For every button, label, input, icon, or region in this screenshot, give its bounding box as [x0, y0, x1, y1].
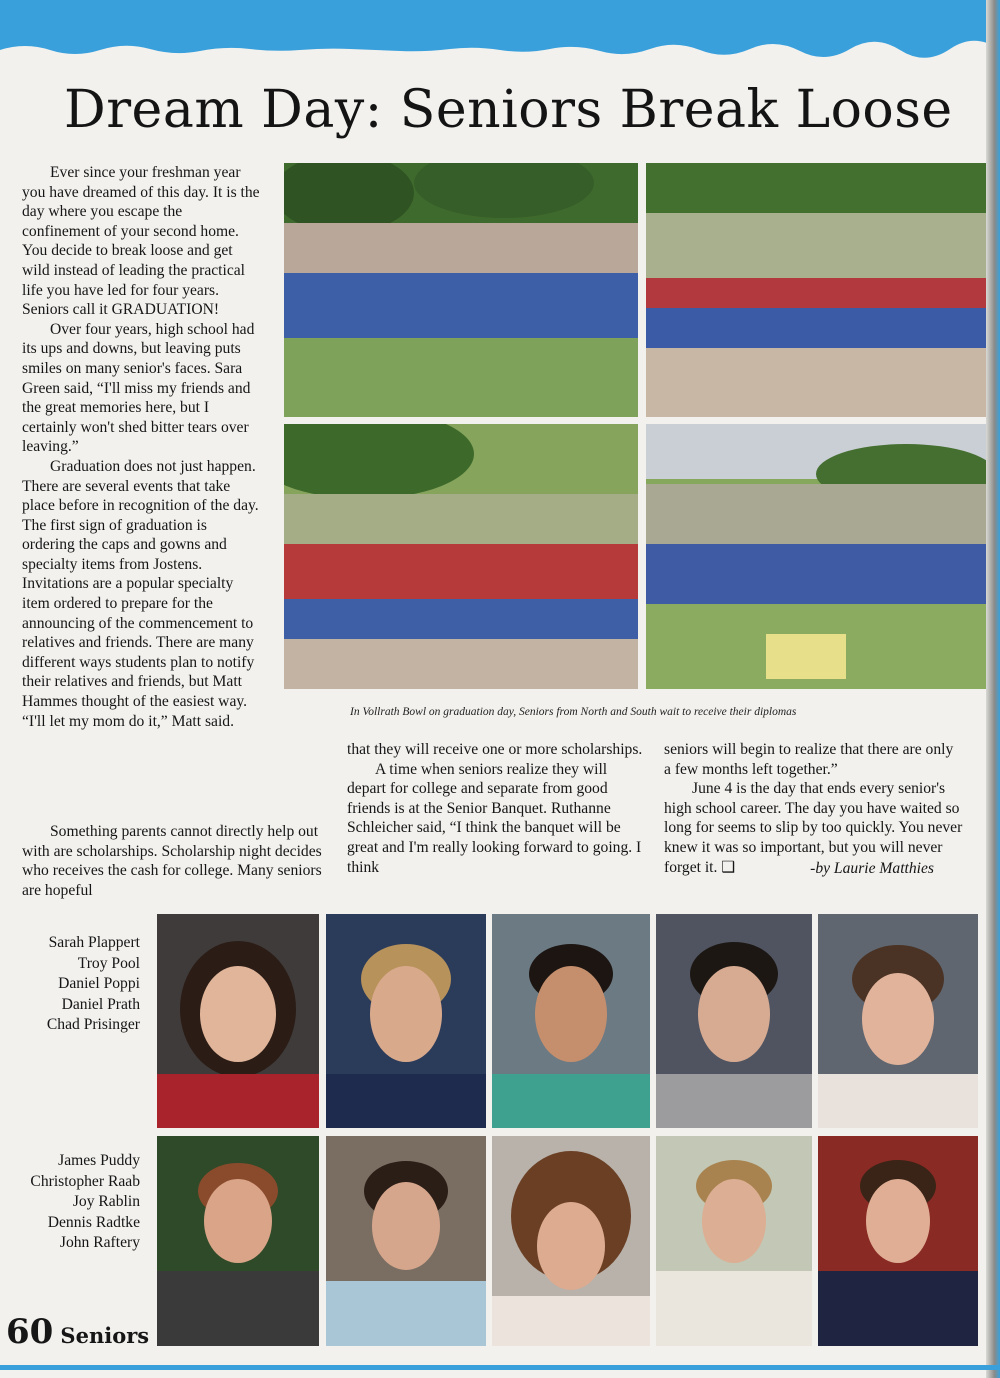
page-number: 60 [6, 1312, 54, 1352]
student-name: Sarah Plappert [48, 934, 140, 951]
paragraph: Graduation does not just happen. There are several events that take place before in recognition of the day. The first sign of graduation is ordering the caps and gowns and specialty items from Jostens. Invitations are a popular specialty item ordered to prepare for the announcing of the commencement to relatives and friends. There are many different ways students plan to notify their relatives and friends, but Matt Hammes thought of the easiest way. “I'll let my mom do it,” Matt said. [22, 457, 259, 730]
paragraph: June 4 is the day that ends every senior's high school career. The day you have waited so long for seems to slip by too quickly. You never knew it was so important, but you will never forget it. ❑ [664, 780, 963, 876]
portrait-photo [157, 1136, 319, 1346]
paragraph: seniors will begin to realize that there are only a few months left together.” [664, 741, 954, 778]
portrait-names-row-1 [0, 933, 140, 1036]
photo-caption: In Vollrath Bowl on graduation day, Seniors from North and South wait to receive their diplomas [350, 706, 797, 718]
portrait-photo [818, 914, 978, 1128]
portrait-photo [492, 1136, 650, 1346]
byline: -by Laurie Matthies [810, 860, 934, 878]
paragraph: Something parents cannot directly help out with are scholarships. Scholarship night decides who receives the cash for college. Many seniors are hopeful [22, 823, 322, 899]
article-column-3 [664, 740, 964, 879]
student-name: Dennis Radtke [47, 1213, 140, 1231]
student-name: Chad Prisinger [46, 1016, 140, 1034]
graduation-photo-3 [284, 424, 638, 689]
paragraph: A time when seniors realize they will depart for college and separate from good friends is at the Senior Banquet. Ruthanne Schleicher said, “I think the banquet will be great and I'm really looking forward to going. I think [347, 760, 642, 876]
section-label: Seniors [60, 1323, 150, 1348]
portrait-photo [157, 914, 319, 1128]
portrait-names-row-2 [0, 1151, 140, 1254]
article-column-1-wide [22, 822, 325, 900]
page-binding-edge [986, 0, 1000, 1378]
bottom-rule [0, 1365, 1000, 1370]
page-title: Dream Day: Seniors Break Loose [64, 80, 953, 140]
student-name: Joy Rablin [72, 1193, 140, 1211]
student-name: John Raftery [59, 1234, 140, 1252]
portrait-photo [326, 914, 486, 1128]
graduation-photo-4 [646, 424, 986, 689]
student-name: Christopher Raab [30, 1172, 140, 1190]
student-name: Daniel Poppi [58, 975, 140, 993]
article-column-1 [22, 163, 262, 731]
paragraph: Over four years, high school had its ups and downs, but leaving puts smiles on many senior's faces. Sara Green said, “I'll miss my friends and the great memories here, but I certainly won't shed bitter tears over leaving.” [22, 320, 255, 456]
portrait-photo [818, 1136, 978, 1346]
graduation-photo-2 [646, 163, 986, 417]
portrait-photo [656, 914, 812, 1128]
graduation-photo-1 [284, 163, 638, 417]
paragraph: that they will receive one or more scholarships. [347, 741, 643, 758]
portrait-photo [326, 1136, 486, 1346]
student-name: Troy Pool [77, 954, 140, 972]
student-name: Daniel Prath [61, 995, 140, 1013]
page-footer [6, 1312, 149, 1352]
portrait-photo [656, 1136, 812, 1346]
portrait-photo [492, 914, 650, 1128]
article-column-2 [347, 740, 647, 877]
top-color-band [0, 0, 1000, 62]
paragraph: Ever since your freshman year you have dreamed of this day. It is the day where you escape the confinement of your second home. You decide to break loose and get wild instead of leading the practical life you have led for four years. Seniors call it GRADUATION! [22, 164, 260, 319]
student-name: James Puddy [58, 1152, 140, 1169]
